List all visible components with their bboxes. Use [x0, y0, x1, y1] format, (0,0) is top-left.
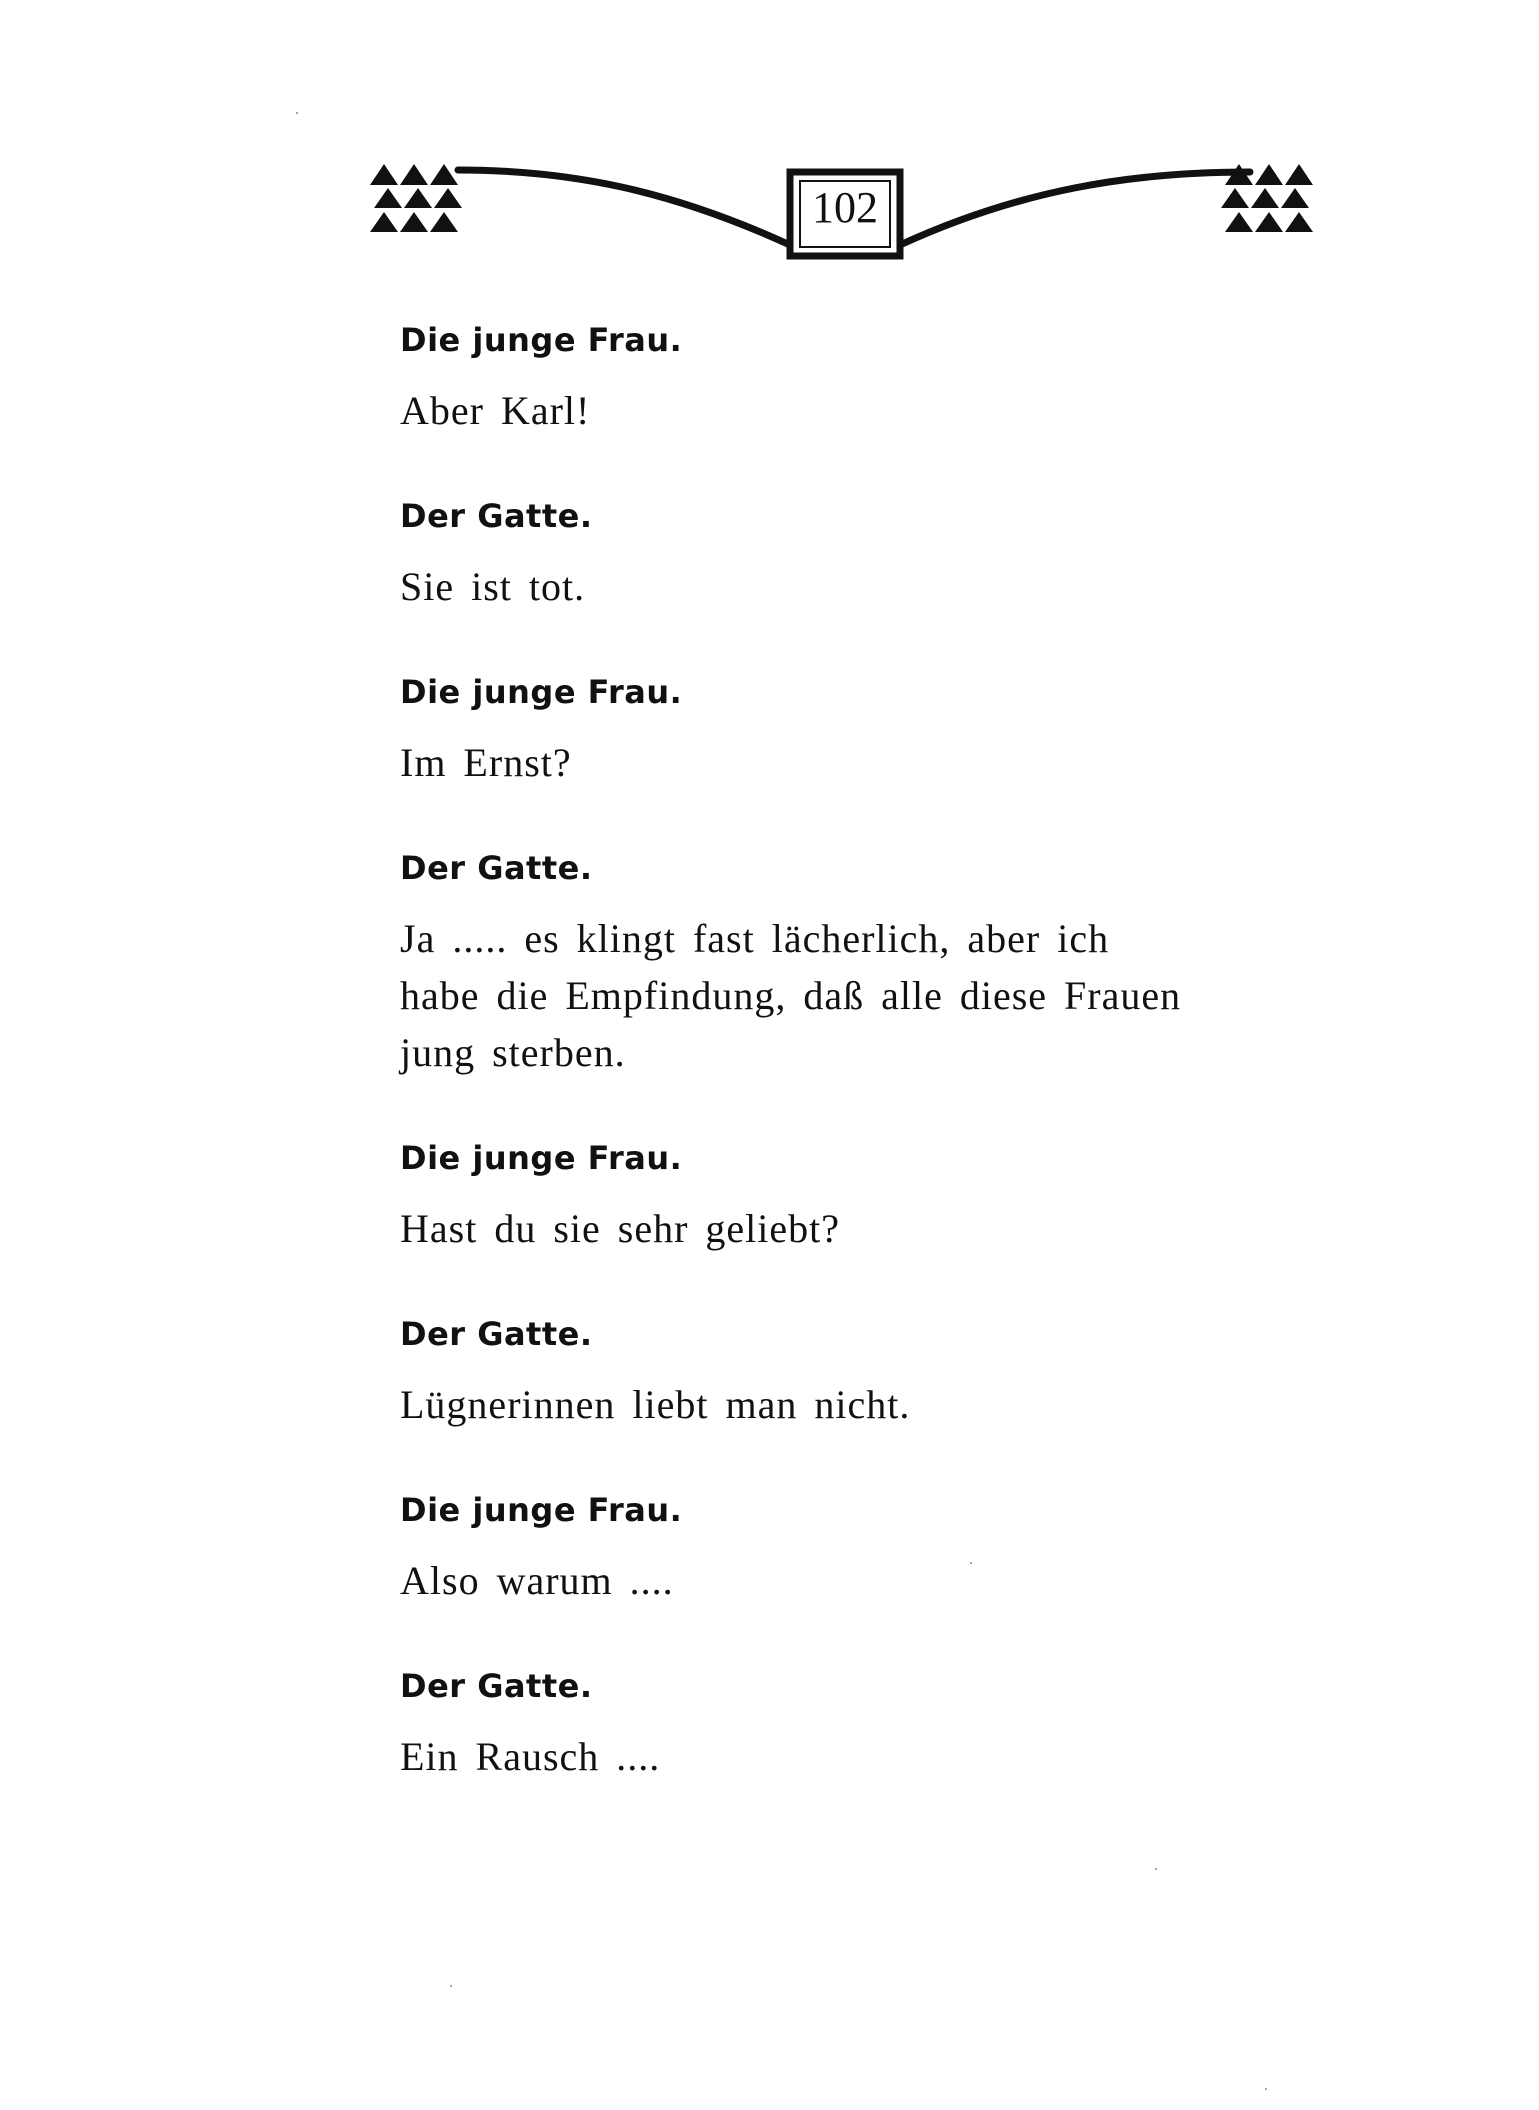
scan-speck: [970, 1562, 972, 1564]
spoken-line: Also warum ....: [400, 1558, 674, 1603]
spoken-line: Ein Rausch ....: [400, 1734, 661, 1779]
speaker-label: Die junge Frau.: [400, 1139, 683, 1177]
scan-speck: [450, 1985, 452, 1987]
dialogue-block: [400, 848, 1300, 1081]
dialogue-block: [400, 1666, 1300, 1785]
speaker-label: Der Gatte.: [400, 849, 593, 887]
speaker-label: Der Gatte.: [400, 1667, 593, 1705]
page-number: 102: [812, 183, 878, 232]
spoken-line: habe die Empfindung, daß alle diese Frauen: [400, 973, 1182, 1018]
page-header-ornament: [370, 150, 1335, 270]
dialogue-text: [400, 320, 1300, 1842]
spoken-line: Im Ernst?: [400, 740, 572, 785]
spoken-line: jung sterben.: [400, 1030, 626, 1075]
dialogue-block: [400, 672, 1300, 791]
scan-speck: [1265, 2088, 1267, 2090]
speaker-label: Die junge Frau.: [400, 321, 683, 359]
scan-speck: [1155, 1868, 1157, 1870]
scan-speck: [296, 112, 298, 114]
dialogue-block: [400, 1138, 1300, 1257]
spoken-line: Hast du sie sehr geliebt?: [400, 1206, 840, 1251]
dialogue-block: [400, 1490, 1300, 1609]
spoken-line: Lügnerinnen liebt man nicht.: [400, 1382, 911, 1427]
speaker-label: Der Gatte.: [400, 1315, 593, 1353]
speaker-label: Der Gatte.: [400, 497, 593, 535]
spoken-line: Ja ..... es klingt fast lächerlich, aber ich: [400, 916, 1110, 961]
dialogue-block: [400, 496, 1300, 615]
spoken-line: Aber Karl!: [400, 388, 591, 433]
dialogue-block: [400, 1314, 1300, 1433]
dialogue-block: [400, 320, 1300, 439]
speaker-label: Die junge Frau.: [400, 1491, 683, 1529]
speaker-label: Die junge Frau.: [400, 673, 683, 711]
spoken-line: Sie ist tot.: [400, 564, 586, 609]
